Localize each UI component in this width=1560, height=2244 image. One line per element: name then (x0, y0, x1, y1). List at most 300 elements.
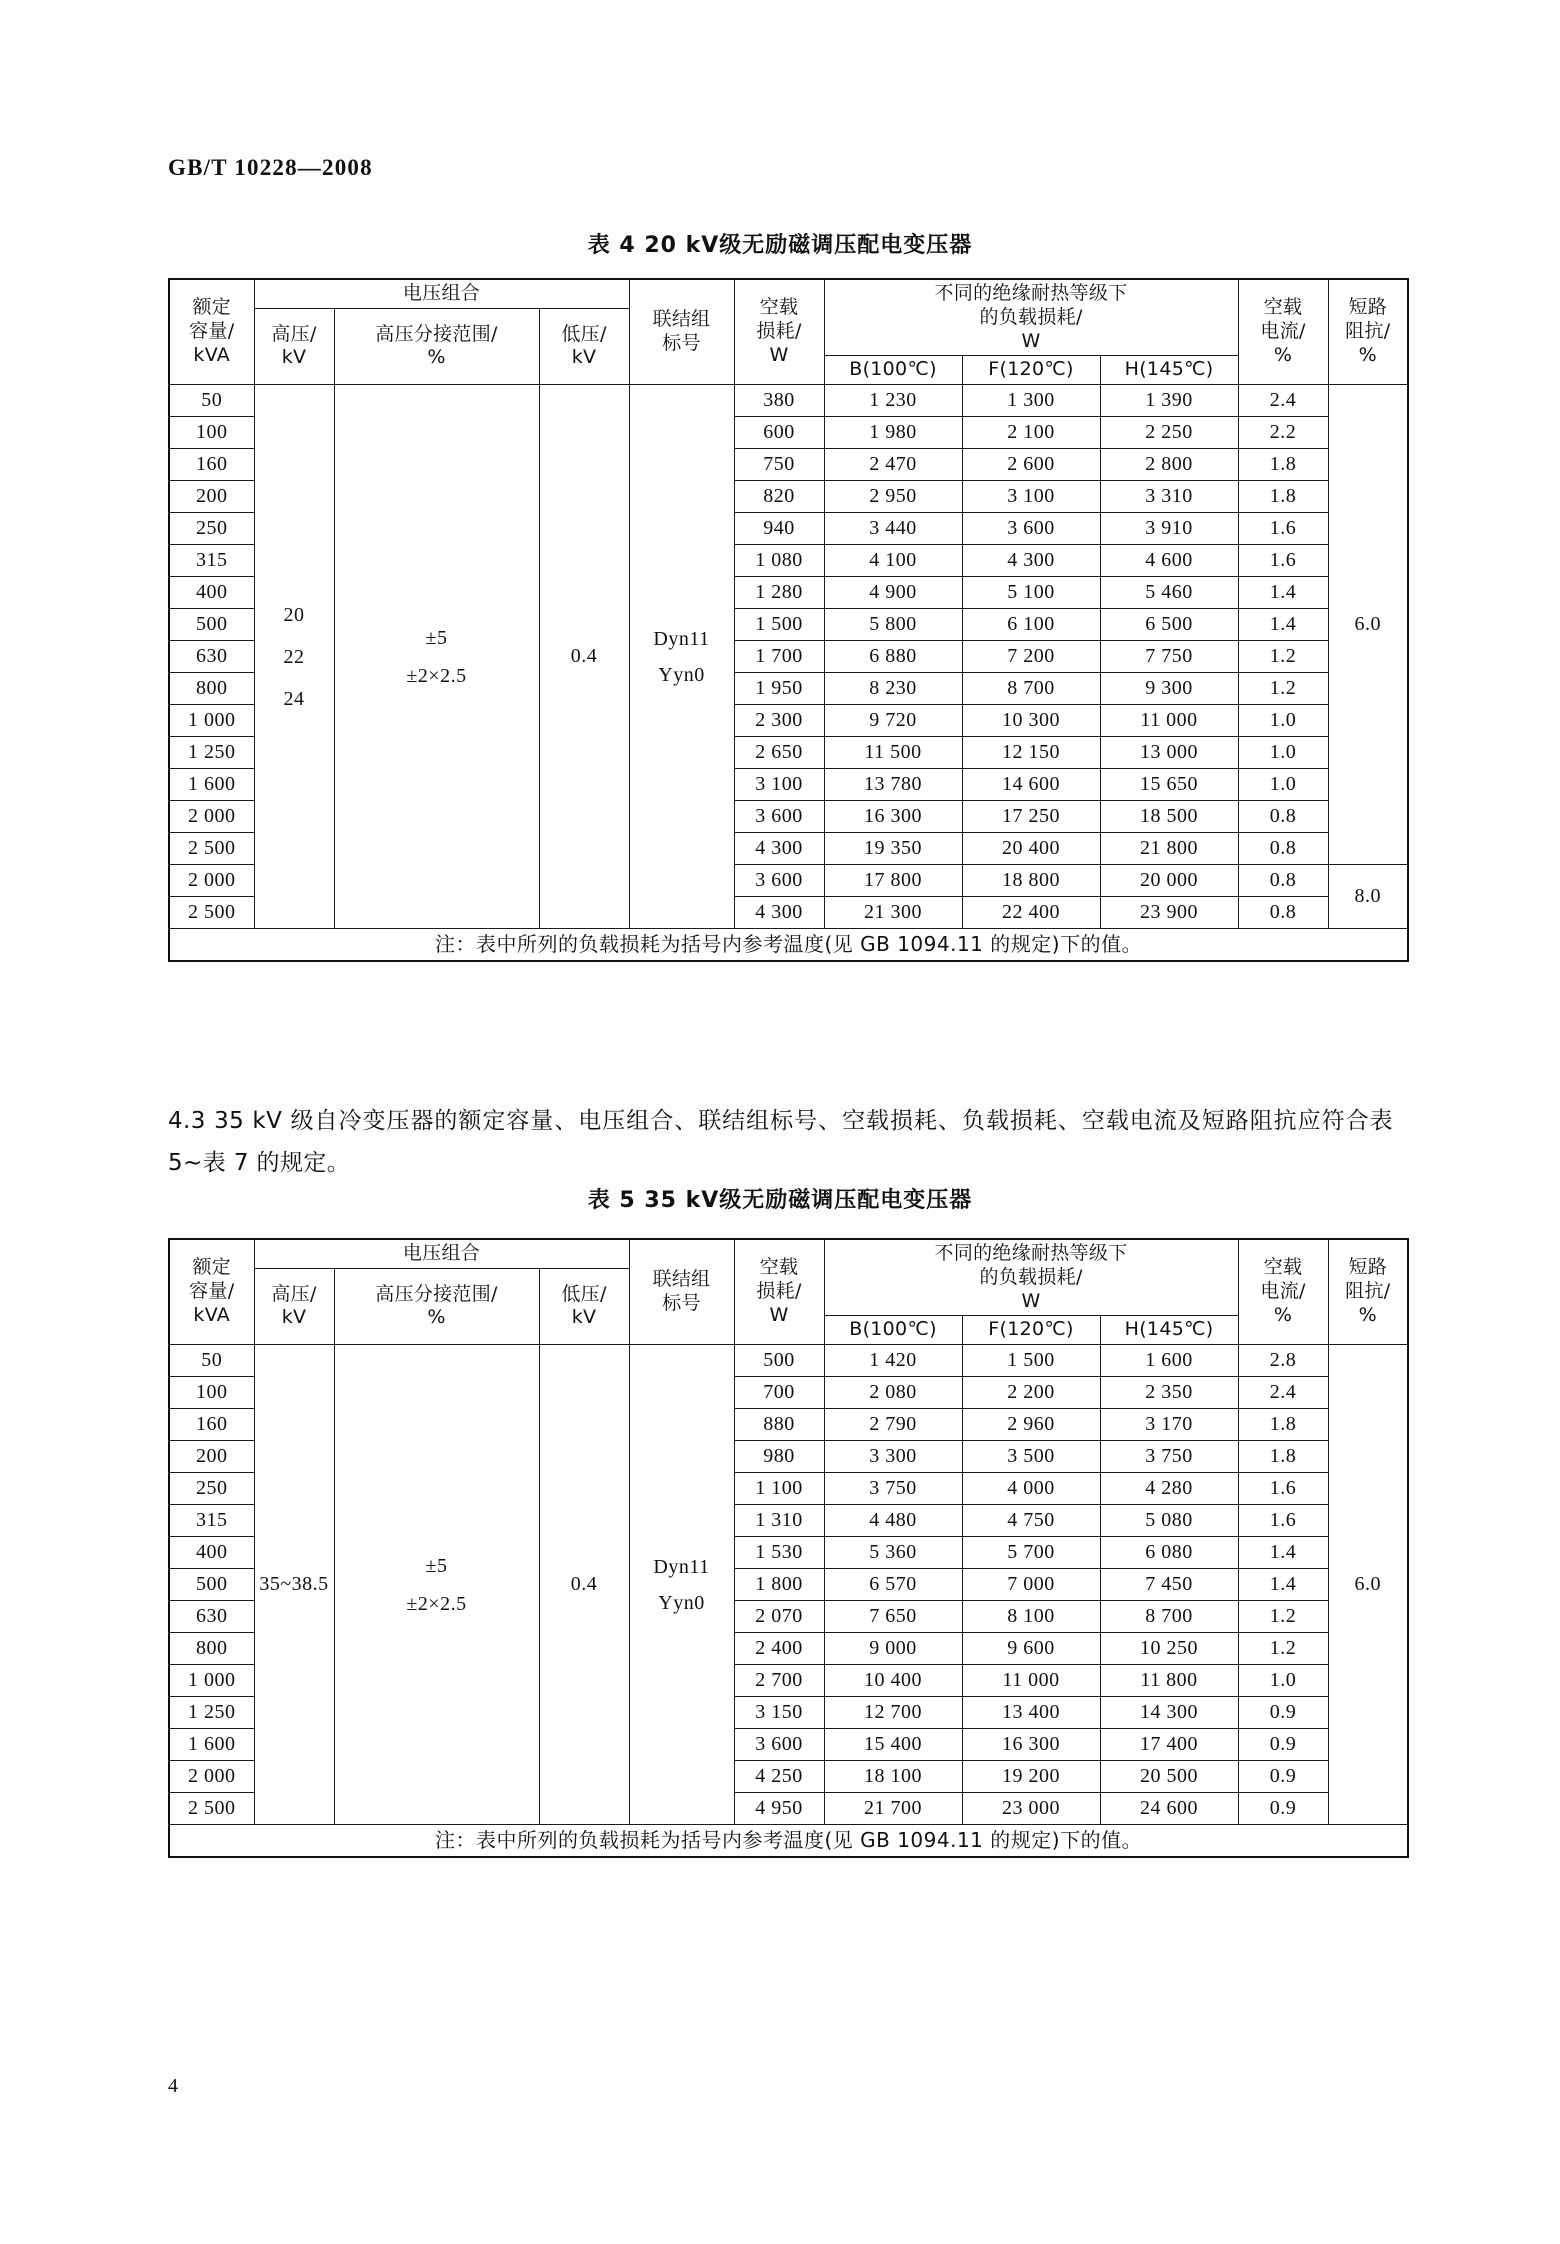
cell-load-loss-b: 4 100 (824, 545, 962, 577)
cell-rated-capacity: 2 000 (169, 1761, 254, 1793)
cell-load-loss-h: 4 600 (1100, 545, 1238, 577)
cell-load-loss-b: 3 440 (824, 513, 962, 545)
cell-no-load-loss: 600 (734, 417, 824, 449)
cell-load-loss-b: 2 470 (824, 449, 962, 481)
cell-rated-capacity: 160 (169, 449, 254, 481)
cell-load-loss-f: 8 100 (962, 1601, 1100, 1633)
th5-class-b: B(100℃) (824, 1316, 962, 1345)
th5-no-load-current-l1: 空载 (1263, 1256, 1303, 1279)
th-lv (539, 308, 629, 384)
cell-load-loss-f: 4 750 (962, 1505, 1100, 1537)
cell-load-loss-f: 13 400 (962, 1697, 1100, 1729)
th5-hv-tap-range (334, 1268, 539, 1344)
th5-no-load-loss-l2: 损耗/ (756, 1280, 802, 1303)
table-5 (168, 1238, 1409, 1858)
cell-load-loss-f: 12 150 (962, 737, 1100, 769)
th5-class-f: F(120℃) (962, 1316, 1100, 1345)
cell-load-loss-h: 2 350 (1100, 1377, 1238, 1409)
cell-rated-capacity: 100 (169, 1377, 254, 1409)
table-note-row (169, 1825, 1408, 1858)
cell-no-load-loss: 980 (734, 1441, 824, 1473)
cell-rated-capacity: 1 000 (169, 1665, 254, 1697)
cell-load-loss-h: 4 280 (1100, 1473, 1238, 1505)
th-no-load-loss-l2: 损耗/ (756, 320, 802, 343)
th5-no-load-loss-l1: 空载 (759, 1256, 799, 1279)
cell-load-loss-f: 11 000 (962, 1665, 1100, 1697)
cell-no-load-current: 1.4 (1238, 609, 1328, 641)
cell-load-loss-h: 1 600 (1100, 1345, 1238, 1377)
cell-impedance: 6.0 (1328, 1345, 1408, 1825)
cell-rated-capacity: 500 (169, 1569, 254, 1601)
th-rated-capacity (169, 279, 254, 385)
cell-no-load-current: 1.0 (1238, 737, 1328, 769)
th5-hv (254, 1268, 334, 1344)
th5-no-load-loss-unit: W (769, 1303, 789, 1326)
cell-load-loss-f: 5 100 (962, 577, 1100, 609)
th-impedance-unit: % (1358, 343, 1377, 366)
th5-rated-capacity-l2: 容量/ (189, 1280, 235, 1303)
th-lv-l1: 低压/ (561, 322, 607, 345)
th5-hv-tap-unit: % (427, 1306, 446, 1329)
cell-rated-capacity: 500 (169, 609, 254, 641)
th-no-load-current-l1: 空载 (1263, 296, 1303, 319)
cell-load-loss-f: 7 200 (962, 641, 1100, 673)
cell-load-loss-b: 1 980 (824, 417, 962, 449)
cell-load-loss-h: 7 750 (1100, 641, 1238, 673)
th-impedance (1328, 279, 1408, 385)
table-4 (168, 278, 1409, 962)
th-no-load-loss-l1: 空载 (759, 296, 799, 319)
table-row (169, 385, 1408, 417)
cell-no-load-loss: 3 100 (734, 769, 824, 801)
th5-hv-unit: kV (281, 1306, 307, 1329)
cell-load-loss-h: 14 300 (1100, 1697, 1238, 1729)
th5-lv-l1: 低压/ (561, 1282, 607, 1305)
th-load-loss-group (824, 279, 1238, 356)
cell-connection-group (629, 385, 734, 929)
cell-no-load-loss: 2 400 (734, 1633, 824, 1665)
cell-no-load-current: 0.8 (1238, 801, 1328, 833)
th-connection-group-l1: 联结组 (652, 308, 711, 331)
cell-no-load-current: 1.4 (1238, 1569, 1328, 1601)
cell-no-load-current: 0.9 (1238, 1729, 1328, 1761)
cell-rated-capacity: 1 250 (169, 1697, 254, 1729)
cell-load-loss-h: 6 500 (1100, 609, 1238, 641)
th-connection-group (629, 279, 734, 385)
cell-load-loss-h: 18 500 (1100, 801, 1238, 833)
cell-load-loss-b: 3 750 (824, 1473, 962, 1505)
th5-rated-capacity-unit: kVA (193, 1303, 231, 1326)
cell-no-load-loss: 820 (734, 481, 824, 513)
table-note-row (169, 929, 1408, 962)
th5-load-loss-l2: 的负载损耗/ (979, 1265, 1083, 1288)
cell-load-loss-b: 1 420 (824, 1345, 962, 1377)
th-hv-tap-unit: % (427, 346, 446, 369)
cell-no-load-current: 1.6 (1238, 1505, 1328, 1537)
cell-no-load-loss: 1 500 (734, 609, 824, 641)
cell-rated-capacity: 50 (169, 1345, 254, 1377)
cell-no-load-loss: 4 300 (734, 897, 824, 929)
cell-load-loss-b: 15 400 (824, 1729, 962, 1761)
cell-connection-group-line-1: Dyn11 (653, 1555, 710, 1578)
cell-load-loss-f: 3 600 (962, 513, 1100, 545)
cell-rated-capacity: 315 (169, 545, 254, 577)
cell-rated-capacity: 2 500 (169, 833, 254, 865)
cell-load-loss-b: 2 790 (824, 1409, 962, 1441)
cell-load-loss-h: 6 080 (1100, 1537, 1238, 1569)
cell-hv-value: 35~38.5 (254, 1345, 334, 1825)
cell-load-loss-f: 17 250 (962, 801, 1100, 833)
cell-no-load-loss: 1 800 (734, 1569, 824, 1601)
th-rated-capacity-unit: kVA (193, 343, 231, 366)
page-number: 4 (168, 2075, 178, 2097)
cell-load-loss-b: 12 700 (824, 1697, 962, 1729)
table-note: 注：表中所列的负载损耗为括号内参考温度(见 GB 1094.11 的规定)下的值。 (169, 1825, 1408, 1858)
cell-load-loss-f: 6 100 (962, 609, 1100, 641)
cell-load-loss-b: 9 000 (824, 1633, 962, 1665)
th-hv (254, 308, 334, 384)
th-voltage-combination: 电压组合 (254, 279, 629, 308)
cell-hv-values-line-2: 22 (283, 645, 305, 668)
cell-no-load-current: 2.4 (1238, 385, 1328, 417)
cell-load-loss-h: 20 500 (1100, 1761, 1238, 1793)
cell-load-loss-h: 23 900 (1100, 897, 1238, 929)
cell-load-loss-f: 22 400 (962, 897, 1100, 929)
cell-load-loss-h: 24 600 (1100, 1793, 1238, 1825)
table5-header (169, 1239, 1408, 1345)
cell-lv-value: 0.4 (539, 1345, 629, 1825)
cell-no-load-current: 1.8 (1238, 1441, 1328, 1473)
cell-no-load-loss: 880 (734, 1409, 824, 1441)
cell-no-load-current: 1.4 (1238, 1537, 1328, 1569)
cell-no-load-loss: 3 600 (734, 801, 824, 833)
th5-connection-group (629, 1239, 734, 1345)
cell-load-loss-f: 14 600 (962, 769, 1100, 801)
table5-body (169, 1345, 1408, 1858)
cell-no-load-current: 1.2 (1238, 641, 1328, 673)
th-load-loss-l2: 的负载损耗/ (979, 305, 1083, 328)
cell-rated-capacity: 315 (169, 1505, 254, 1537)
cell-no-load-loss: 1 280 (734, 577, 824, 609)
th-lv-unit: kV (571, 346, 597, 369)
cell-hv-tap-range-line-1: ±5 (425, 626, 448, 649)
th5-lv (539, 1268, 629, 1344)
cell-hv-tap-range (334, 1345, 539, 1825)
cell-load-loss-h: 13 000 (1100, 737, 1238, 769)
th-rated-capacity-l1: 额定 (192, 296, 232, 319)
cell-load-loss-f: 3 100 (962, 481, 1100, 513)
cell-load-loss-h: 1 390 (1100, 385, 1238, 417)
th-no-load-current-l2: 电流/ (1260, 320, 1306, 343)
cell-load-loss-h: 9 300 (1100, 673, 1238, 705)
cell-rated-capacity: 630 (169, 641, 254, 673)
table5-caption: 表 5 35 kV级无励磁调压配电变压器 (587, 1188, 973, 1213)
cell-load-loss-f: 3 500 (962, 1441, 1100, 1473)
cell-load-loss-b: 2 950 (824, 481, 962, 513)
cell-no-load-current: 1.6 (1238, 513, 1328, 545)
cell-connection-group (629, 1345, 734, 1825)
cell-load-loss-f: 2 200 (962, 1377, 1100, 1409)
cell-load-loss-f: 1 300 (962, 385, 1100, 417)
cell-lv-value: 0.4 (539, 385, 629, 929)
cell-no-load-loss: 4 950 (734, 1793, 824, 1825)
cell-load-loss-h: 3 310 (1100, 481, 1238, 513)
cell-impedance: 6.0 (1328, 385, 1408, 865)
cell-connection-group-line-2: Yyn0 (658, 663, 705, 686)
th5-hv-l1: 高压/ (271, 1282, 317, 1305)
cell-rated-capacity: 100 (169, 417, 254, 449)
cell-load-loss-h: 20 000 (1100, 865, 1238, 897)
table4-header (169, 279, 1408, 385)
th5-load-loss-unit: W (1021, 1289, 1041, 1312)
th5-rated-capacity-l1: 额定 (192, 1256, 232, 1279)
cell-no-load-loss: 3 150 (734, 1697, 824, 1729)
cell-no-load-loss: 1 100 (734, 1473, 824, 1505)
cell-load-loss-h: 2 250 (1100, 417, 1238, 449)
cell-load-loss-f: 18 800 (962, 865, 1100, 897)
th5-hv-tap-l1: 高压分接范围/ (375, 1282, 498, 1305)
cell-load-loss-b: 6 880 (824, 641, 962, 673)
cell-rated-capacity: 400 (169, 1537, 254, 1569)
cell-load-loss-f: 8 700 (962, 673, 1100, 705)
cell-load-loss-b: 17 800 (824, 865, 962, 897)
cell-load-loss-h: 3 910 (1100, 513, 1238, 545)
cell-no-load-current: 0.8 (1238, 833, 1328, 865)
cell-rated-capacity: 800 (169, 1633, 254, 1665)
cell-load-loss-h: 17 400 (1100, 1729, 1238, 1761)
cell-impedance: 8.0 (1328, 865, 1408, 929)
th5-impedance-unit: % (1358, 1303, 1377, 1326)
cell-load-loss-h: 15 650 (1100, 769, 1238, 801)
cell-no-load-loss: 1 080 (734, 545, 824, 577)
running-header: GB/T 10228—2008 (168, 155, 373, 180)
cell-load-loss-f: 4 300 (962, 545, 1100, 577)
cell-load-loss-b: 4 900 (824, 577, 962, 609)
th-hv-l1: 高压/ (271, 322, 317, 345)
cell-load-loss-h: 7 450 (1100, 1569, 1238, 1601)
cell-load-loss-b: 18 100 (824, 1761, 962, 1793)
cell-load-loss-f: 4 000 (962, 1473, 1100, 1505)
cell-rated-capacity: 1 250 (169, 737, 254, 769)
th-load-loss-unit: W (1021, 329, 1041, 352)
cell-no-load-current: 1.2 (1238, 673, 1328, 705)
cell-load-loss-f: 19 200 (962, 1761, 1100, 1793)
cell-rated-capacity: 2 500 (169, 897, 254, 929)
cell-no-load-current: 1.8 (1238, 449, 1328, 481)
cell-no-load-loss: 3 600 (734, 865, 824, 897)
cell-connection-group-line-1: Dyn11 (653, 627, 710, 650)
cell-load-loss-b: 10 400 (824, 1665, 962, 1697)
th-connection-group-l2: 标号 (662, 332, 701, 354)
cell-no-load-loss: 3 600 (734, 1729, 824, 1761)
cell-connection-group-line-2: Yyn0 (658, 1591, 705, 1614)
cell-no-load-loss: 1 530 (734, 1537, 824, 1569)
th5-impedance-l1: 短路 (1348, 1256, 1388, 1279)
cell-load-loss-b: 21 300 (824, 897, 962, 929)
cell-load-loss-f: 5 700 (962, 1537, 1100, 1569)
cell-load-loss-f: 20 400 (962, 833, 1100, 865)
cell-load-loss-f: 7 000 (962, 1569, 1100, 1601)
cell-hv-tap-range-line-1: ±5 (425, 1554, 448, 1577)
th5-rated-capacity (169, 1239, 254, 1345)
cell-no-load-loss: 2 300 (734, 705, 824, 737)
cell-load-loss-h: 5 080 (1100, 1505, 1238, 1537)
th-hv-unit: kV (281, 346, 307, 369)
cell-rated-capacity: 1 000 (169, 705, 254, 737)
th-no-load-current (1238, 279, 1328, 385)
cell-load-loss-h: 2 800 (1100, 449, 1238, 481)
cell-rated-capacity: 800 (169, 673, 254, 705)
cell-load-loss-f: 2 960 (962, 1409, 1100, 1441)
cell-no-load-current: 0.8 (1238, 897, 1328, 929)
th-no-load-current-unit: % (1273, 343, 1293, 366)
cell-load-loss-b: 3 300 (824, 1441, 962, 1473)
th5-impedance-l2: 阻抗/ (1345, 1280, 1391, 1303)
th5-load-loss-group (824, 1239, 1238, 1316)
th-class-f: F(120℃) (962, 356, 1100, 385)
th-class-h: H(145℃) (1100, 356, 1238, 385)
cell-no-load-current: 2.2 (1238, 417, 1328, 449)
cell-no-load-current: 1.2 (1238, 1601, 1328, 1633)
cell-no-load-current: 1.0 (1238, 1665, 1328, 1697)
cell-load-loss-b: 9 720 (824, 705, 962, 737)
cell-rated-capacity: 2 000 (169, 801, 254, 833)
cell-rated-capacity: 50 (169, 385, 254, 417)
th5-voltage-combination: 电压组合 (254, 1239, 629, 1268)
cell-load-loss-b: 16 300 (824, 801, 962, 833)
cell-load-loss-b: 5 800 (824, 609, 962, 641)
th5-no-load-current-l2: 电流/ (1260, 1280, 1306, 1303)
table-note: 注：表中所列的负载损耗为括号内参考温度(见 GB 1094.11 的规定)下的值。 (169, 929, 1408, 962)
th-no-load-loss-unit: W (769, 343, 789, 366)
cell-no-load-current: 1.8 (1238, 481, 1328, 513)
th5-impedance (1328, 1239, 1408, 1345)
cell-load-loss-f: 10 300 (962, 705, 1100, 737)
cell-rated-capacity: 630 (169, 1601, 254, 1633)
cell-no-load-current: 1.4 (1238, 577, 1328, 609)
th-impedance-l2: 阻抗/ (1345, 320, 1391, 343)
th-no-load-loss (734, 279, 824, 385)
cell-rated-capacity: 1 600 (169, 1729, 254, 1761)
cell-no-load-current: 1.0 (1238, 769, 1328, 801)
cell-no-load-current: 0.9 (1238, 1697, 1328, 1729)
cell-load-loss-b: 1 230 (824, 385, 962, 417)
cell-load-loss-h: 8 700 (1100, 1601, 1238, 1633)
cell-load-loss-b: 11 500 (824, 737, 962, 769)
cell-hv-values-line-1: 20 (283, 603, 305, 626)
cell-rated-capacity: 200 (169, 481, 254, 513)
cell-no-load-current: 1.6 (1238, 1473, 1328, 1505)
cell-load-loss-f: 16 300 (962, 1729, 1100, 1761)
cell-load-loss-b: 6 570 (824, 1569, 962, 1601)
cell-load-loss-f: 1 500 (962, 1345, 1100, 1377)
cell-no-load-loss: 4 250 (734, 1761, 824, 1793)
cell-load-loss-b: 13 780 (824, 769, 962, 801)
cell-no-load-current: 0.8 (1238, 865, 1328, 897)
cell-rated-capacity: 200 (169, 1441, 254, 1473)
cell-hv-tap-range-line-2: ±2×2.5 (406, 664, 467, 687)
cell-no-load-loss: 2 650 (734, 737, 824, 769)
cell-load-loss-b: 8 230 (824, 673, 962, 705)
th5-no-load-current-unit: % (1273, 1303, 1293, 1326)
paragraph-4-3: 4.3 35 kV 级自冷变压器的额定容量、电压组合、联结组标号、空载损耗、负载损耗、空载电流及短路阻抗应符合表 5~表 7 的规定。 (168, 1108, 1393, 1176)
th5-no-load-loss (734, 1239, 824, 1345)
cell-load-loss-b: 7 650 (824, 1601, 962, 1633)
th-class-b: B(100℃) (824, 356, 962, 385)
cell-rated-capacity: 1 600 (169, 769, 254, 801)
cell-load-loss-b: 5 360 (824, 1537, 962, 1569)
cell-no-load-current: 0.9 (1238, 1793, 1328, 1825)
th5-load-loss-l1: 不同的绝缘耐热等级下 (934, 1242, 1128, 1264)
cell-hv-values (254, 385, 334, 929)
cell-rated-capacity: 2 500 (169, 1793, 254, 1825)
cell-no-load-current: 2.4 (1238, 1377, 1328, 1409)
cell-load-loss-f: 2 600 (962, 449, 1100, 481)
cell-load-loss-b: 21 700 (824, 1793, 962, 1825)
cell-rated-capacity: 160 (169, 1409, 254, 1441)
th-hv-tap-range (334, 308, 539, 384)
th5-lv-unit: kV (571, 1306, 597, 1329)
cell-load-loss-b: 2 080 (824, 1377, 962, 1409)
table4-caption: 表 4 20 kV级无励磁调压配电变压器 (587, 233, 973, 258)
cell-no-load-loss: 1 700 (734, 641, 824, 673)
cell-no-load-current: 1.6 (1238, 545, 1328, 577)
th-hv-tap-l1: 高压分接范围/ (375, 322, 498, 345)
cell-rated-capacity: 250 (169, 1473, 254, 1505)
cell-load-loss-h: 10 250 (1100, 1633, 1238, 1665)
th5-no-load-current (1238, 1239, 1328, 1345)
cell-load-loss-h: 11 000 (1100, 705, 1238, 737)
cell-load-loss-f: 9 600 (962, 1633, 1100, 1665)
cell-no-load-loss: 1 310 (734, 1505, 824, 1537)
cell-rated-capacity: 400 (169, 577, 254, 609)
cell-load-loss-f: 2 100 (962, 417, 1100, 449)
cell-no-load-loss: 700 (734, 1377, 824, 1409)
cell-no-load-loss: 750 (734, 449, 824, 481)
cell-load-loss-b: 19 350 (824, 833, 962, 865)
cell-load-loss-f: 23 000 (962, 1793, 1100, 1825)
cell-load-loss-h: 3 750 (1100, 1441, 1238, 1473)
cell-no-load-loss: 380 (734, 385, 824, 417)
cell-no-load-loss: 1 950 (734, 673, 824, 705)
table-row (169, 1345, 1408, 1377)
th-load-loss-l1: 不同的绝缘耐热等级下 (934, 282, 1128, 304)
table4-body (169, 385, 1408, 962)
cell-no-load-current: 0.9 (1238, 1761, 1328, 1793)
th-impedance-l1: 短路 (1348, 296, 1388, 319)
cell-hv-tap-range (334, 385, 539, 929)
cell-no-load-loss: 940 (734, 513, 824, 545)
cell-no-load-loss: 500 (734, 1345, 824, 1377)
cell-no-load-loss: 2 070 (734, 1601, 824, 1633)
cell-no-load-loss: 2 700 (734, 1665, 824, 1697)
cell-no-load-current: 1.8 (1238, 1409, 1328, 1441)
th-rated-capacity-l2: 容量/ (189, 320, 235, 343)
cell-load-loss-h: 11 800 (1100, 1665, 1238, 1697)
th5-connection-group-l2: 标号 (662, 1292, 701, 1314)
cell-hv-values-line-3: 24 (283, 687, 305, 710)
cell-rated-capacity: 250 (169, 513, 254, 545)
cell-load-loss-h: 21 800 (1100, 833, 1238, 865)
cell-no-load-current: 2.8 (1238, 1345, 1328, 1377)
th5-connection-group-l1: 联结组 (652, 1268, 711, 1291)
cell-no-load-current: 1.2 (1238, 1633, 1328, 1665)
cell-rated-capacity: 2 000 (169, 865, 254, 897)
cell-load-loss-b: 4 480 (824, 1505, 962, 1537)
cell-hv-tap-range-line-2: ±2×2.5 (406, 1592, 467, 1615)
cell-no-load-current: 1.0 (1238, 705, 1328, 737)
cell-load-loss-h: 3 170 (1100, 1409, 1238, 1441)
